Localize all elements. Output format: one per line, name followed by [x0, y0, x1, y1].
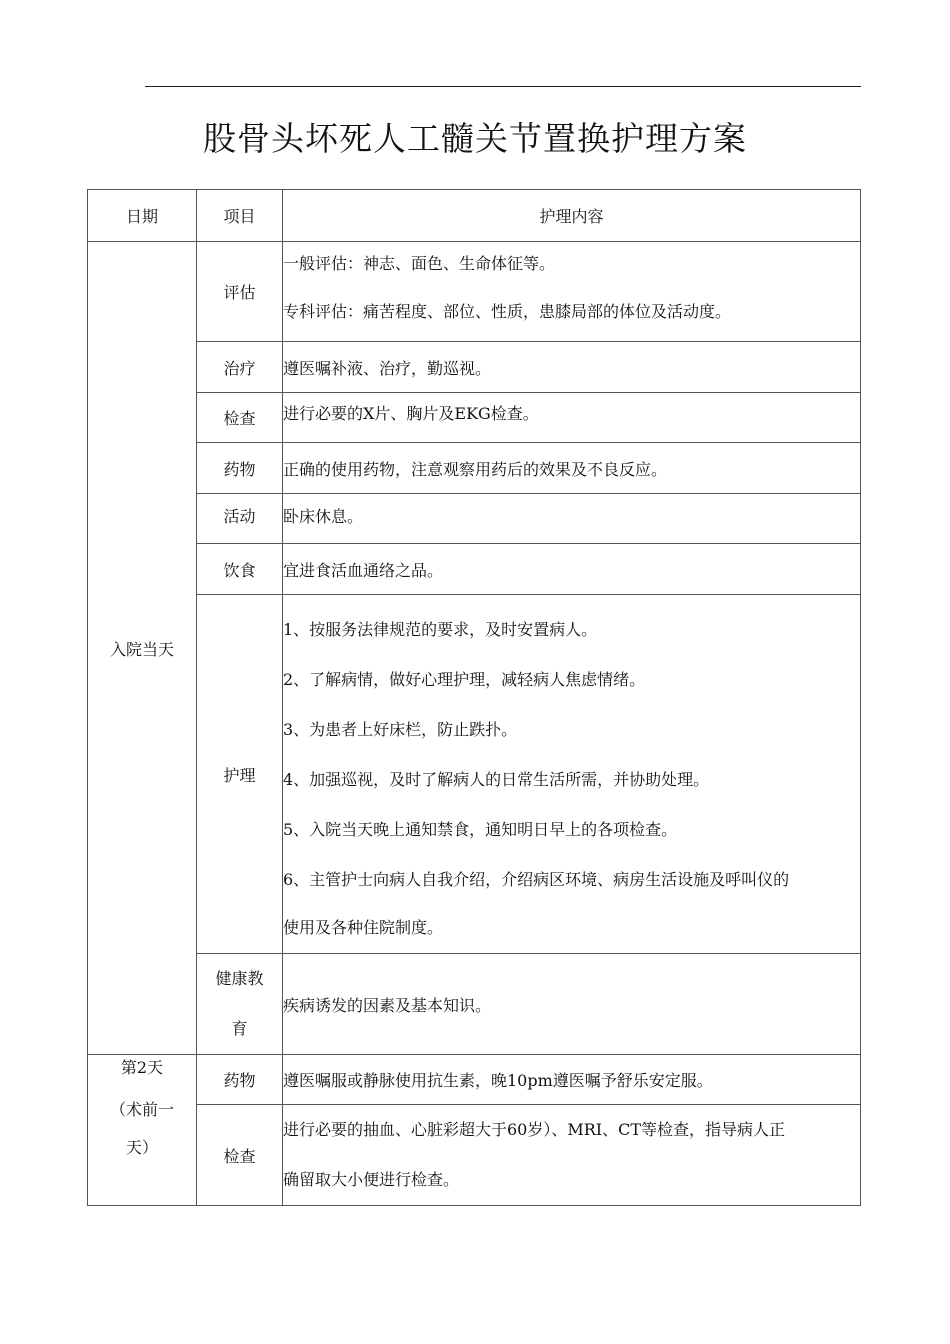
header-date: 日期	[88, 190, 197, 242]
content-cell: 疾病诱发的因素及基本知识。	[283, 954, 861, 1055]
document-title: 股骨头坏死人工髓关节置换护理方案	[203, 119, 747, 158]
content-cell: 卧床休息。	[283, 494, 861, 544]
content-cell: 遵医嘱服或静脉使用抗生素，晚10pm遵医嘱予舒乐安定服。	[283, 1055, 861, 1105]
item-cell: 药物	[197, 443, 283, 494]
table-row	[88, 242, 861, 342]
table-row	[88, 1055, 861, 1105]
content-cell: 进行必要的X片、胸片及EKG检查。	[283, 393, 861, 443]
item-cell: 护理	[197, 595, 283, 954]
content-line: 确留取大小便进行检查。	[283, 1170, 460, 1189]
content-line: 2、了解病情，做好心理护理，减轻病人焦虑情绪。	[283, 670, 646, 689]
item-cell: 药物	[197, 1055, 283, 1105]
content-cell: 遵医嘱补液、治疗，勤巡视。	[283, 342, 861, 393]
date-line: 第2天	[120, 1058, 164, 1077]
item-cell	[197, 954, 283, 1055]
content-cell: 正确的使用药物，注意观察用药后的效果及不良反应。	[283, 443, 861, 494]
content-line: 5、入院当天晚上通知禁食，通知明日早上的各项检查。	[283, 820, 678, 839]
content-line: 6、主管护士向病人自我介绍，介绍病区环境、病房生活设施及呼叫仪的	[283, 870, 790, 889]
date-cell-day1: 入院当天	[88, 242, 197, 1055]
header-item: 项目	[197, 190, 283, 242]
item-cell: 饮食	[197, 544, 283, 595]
header-content: 护理内容	[283, 190, 861, 242]
date-line: 天）	[125, 1138, 158, 1157]
content-line: 3、为患者上好床栏，防止跌扑。	[283, 720, 518, 739]
content-line: 4、加强巡视，及时了解病人的日常生活所需，并协助处理。	[283, 770, 710, 789]
content-cell: 宜进食活血通络之品。	[283, 544, 861, 595]
content-cell	[283, 595, 861, 954]
item-cell: 检查	[197, 393, 283, 443]
item-cell: 评估	[197, 242, 283, 342]
item-cell: 活动	[197, 494, 283, 544]
item-cell: 检查	[197, 1105, 283, 1206]
table-row	[88, 595, 861, 954]
table-header-row	[88, 190, 861, 242]
item-line: 育	[231, 1019, 248, 1038]
table-row	[88, 954, 861, 1055]
table-row	[88, 544, 861, 595]
table-row	[88, 393, 861, 443]
content-line: 专科评估：痛苦程度、部位、性质，患膝局部的体位及活动度。	[283, 302, 732, 321]
content-cell	[283, 242, 861, 342]
table-row	[88, 443, 861, 494]
date-line: （术前一	[109, 1100, 174, 1119]
date-cell-day2	[88, 1055, 197, 1206]
content-cell	[283, 1105, 861, 1206]
content-line: 进行必要的抽血、心脏彩超大于60岁）、MRI、CT等检查，指导病人正	[283, 1120, 786, 1139]
content-line: 使用及各种住院制度。	[283, 918, 444, 937]
table-row	[88, 342, 861, 393]
care-plan-table	[87, 189, 861, 1206]
content-line: 1、按服务法律规范的要求，及时安置病人。	[283, 620, 598, 639]
table-row	[88, 494, 861, 544]
item-cell: 治疗	[197, 342, 283, 393]
content-line: 一般评估：神志、面色、生命体征等。	[283, 254, 556, 273]
header-rule	[145, 86, 861, 87]
item-line: 健康教	[215, 969, 264, 988]
table-row	[88, 1105, 861, 1206]
